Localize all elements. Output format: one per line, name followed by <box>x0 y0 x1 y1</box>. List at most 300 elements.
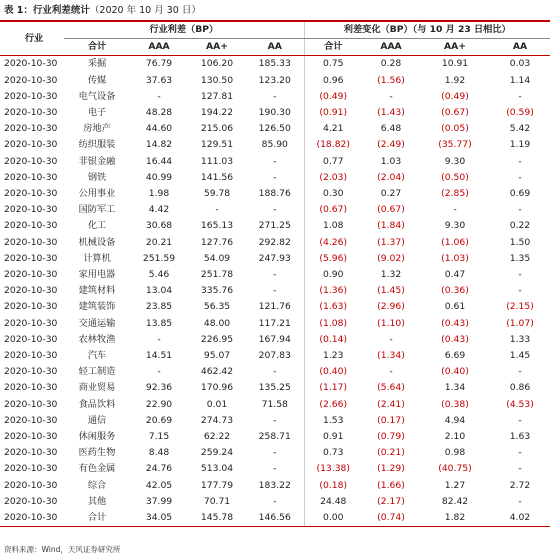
change-total-cell: 1.03 <box>380 155 402 167</box>
spread-total-cell: - <box>157 333 161 345</box>
spread-aaa-cell: 335.76 <box>200 285 234 297</box>
change-aaplus-cell: 1.50 <box>509 236 531 248</box>
change-aaa-cell: (0.49) <box>441 90 469 102</box>
table-row <box>0 56 550 73</box>
table-row <box>0 154 550 170</box>
spread-aaa-cell: 274.73 <box>200 414 234 426</box>
change-aaa-cell: 1.34 <box>444 382 466 394</box>
change-aaa-cell: 9.30 <box>444 220 466 232</box>
spread-total-cell: 44.60 <box>145 123 173 135</box>
change-aaplus-cell: - <box>518 90 522 102</box>
table-row <box>0 218 550 234</box>
change-total-cell: (1.66) <box>377 479 405 491</box>
spread-aa-cell: 0.91 <box>304 429 362 445</box>
industry-cell: 合计 <box>64 510 130 527</box>
date-cell: 2020-10-30 <box>4 414 58 426</box>
change-total-cell: (0.74) <box>362 510 420 527</box>
spread-aaplus-cell: - <box>273 285 277 297</box>
date-cell: 2020-10-30 <box>4 463 58 475</box>
change-total-cell: (2.04) <box>377 171 405 183</box>
spread-aaa-cell: 215.06 <box>200 123 234 135</box>
date-cell: 2020-10-30 <box>4 220 58 232</box>
spread-aa-cell: (0.91) <box>304 105 362 121</box>
spread-aa-cell: (4.26) <box>304 235 362 251</box>
spread-aa-cell: 0.77 <box>304 154 362 170</box>
change-aaplus-cell: - <box>518 447 522 459</box>
change-aaa-cell: 4.94 <box>444 414 466 426</box>
spread-aaplus-cell: 121.76 <box>258 301 291 313</box>
spread-total-cell: 48.28 <box>145 107 173 119</box>
spread-aa-cell: 1.08 <box>304 218 362 234</box>
col-header-total: 合计 <box>64 39 130 56</box>
spread-aa-cell: 1.23 <box>304 348 362 364</box>
spread-aaa-cell: 62.22 <box>203 431 231 443</box>
date-cell: 2020-10-30 <box>4 431 58 443</box>
change-aaplus-cell: - <box>518 155 522 167</box>
spread-aa-cell: 24.48 <box>304 494 362 510</box>
spread-aa-cell: 0.00 <box>304 510 362 527</box>
change-aaplus-cell: - <box>518 204 522 216</box>
change-total-cell: - <box>389 333 393 345</box>
spread-total-cell: - <box>157 366 161 378</box>
change-aaplus-cell: - <box>518 495 522 507</box>
change-aaa-cell: 0.47 <box>444 269 466 281</box>
change-aaplus-cell: 1.45 <box>509 350 531 362</box>
spread-total-cell: 251.59 <box>142 252 176 264</box>
col-header-aaplus: AA+ <box>188 39 246 56</box>
industry-cell: 机械设备 <box>78 236 116 248</box>
spread-total-cell: 23.85 <box>145 301 173 313</box>
date-cell: 2020-10-30 <box>0 510 64 527</box>
table-row <box>0 121 550 137</box>
spread-group-header: 行业利差（BP） <box>64 22 304 39</box>
change-total-cell: (0.17) <box>377 414 405 426</box>
change-aaa-cell: 10.91 <box>441 58 469 70</box>
industry-spread-table <box>0 22 550 527</box>
spread-aaa-cell: - <box>215 204 219 216</box>
spread-aaplus-cell: 146.56 <box>246 510 304 527</box>
spread-total-cell: 40.99 <box>145 171 173 183</box>
change-aaa-cell: (0.40) <box>441 366 469 378</box>
spread-aaplus-cell: 183.22 <box>258 479 291 491</box>
spread-total-cell: 7.15 <box>148 431 170 443</box>
change-total-cell: (1.29) <box>377 463 405 475</box>
industry-cell: 化工 <box>87 220 107 232</box>
spread-aaplus-cell: - <box>273 269 277 281</box>
change-total-cell: 6.48 <box>380 123 402 135</box>
industry-cell: 汽车 <box>87 350 107 362</box>
change-aaa-cell: 1.82 <box>420 510 490 527</box>
change-aaa-cell: 9.30 <box>444 155 466 167</box>
change-aaplus-cell: 5.42 <box>509 123 531 135</box>
industry-cell: 医药生物 <box>78 447 116 459</box>
industry-cell: 房地产 <box>83 123 111 135</box>
spread-aaplus-cell: 126.50 <box>258 123 291 135</box>
spread-aaa-cell: 127.81 <box>200 90 234 102</box>
change-aaplus-cell: (4.53) <box>506 398 534 410</box>
spread-aa-cell: (0.49) <box>304 89 362 105</box>
change-total-cell: (0.67) <box>377 204 405 216</box>
industry-cell: 通信 <box>87 414 107 426</box>
spread-aaplus-cell: 185.33 <box>258 58 291 70</box>
col-header-change-aaplus: AA+ <box>420 39 490 56</box>
spread-aaa-cell: 48.00 <box>203 317 231 329</box>
change-total-cell: (2.41) <box>377 398 405 410</box>
industry-cell: 传媒 <box>87 74 107 86</box>
date-cell: 2020-10-30 <box>4 447 58 459</box>
spread-aa-cell: 0.73 <box>304 445 362 461</box>
change-total-cell: (9.02) <box>377 252 405 264</box>
spread-aaplus-cell: 71.58 <box>261 398 288 410</box>
change-total-cell: (2.17) <box>377 495 405 507</box>
change-aaplus-cell: 4.02 <box>490 510 550 527</box>
spread-aa-cell: 4.21 <box>304 121 362 137</box>
change-aaplus-cell: - <box>518 414 522 426</box>
table-row <box>0 202 550 218</box>
spread-aaplus-cell: - <box>273 204 277 216</box>
table-row <box>0 137 550 153</box>
table-row <box>0 380 550 396</box>
col-header-change-total: 合计 <box>304 39 362 56</box>
spread-total-cell: 16.44 <box>145 155 173 167</box>
spread-total-cell: 20.69 <box>145 414 173 426</box>
header-row-groups <box>0 22 550 39</box>
col-header-aa: AA <box>246 39 304 56</box>
industry-cell: 食品饮料 <box>78 398 116 410</box>
spread-aaplus-cell: 117.21 <box>258 317 291 329</box>
col-header-change-aa: AA <box>490 39 550 56</box>
spread-aaplus-cell: - <box>273 447 277 459</box>
table-row <box>0 170 550 186</box>
industry-cell: 纺织服装 <box>78 139 116 151</box>
spread-aaa-cell: 177.79 <box>200 479 234 491</box>
change-aaplus-cell: (0.59) <box>506 107 534 119</box>
industry-header: 行业 <box>0 22 64 56</box>
change-aaplus-cell: 1.63 <box>509 431 531 443</box>
date-cell: 2020-10-30 <box>4 139 58 151</box>
change-total-cell: (0.21) <box>377 447 405 459</box>
spread-aaplus-cell: 190.30 <box>258 107 291 119</box>
spread-aaplus-cell: - <box>273 463 277 475</box>
change-aaa-cell: (0.36) <box>441 285 469 297</box>
change-aaplus-cell: 1.35 <box>509 252 531 264</box>
spread-aaplus-cell: - <box>273 90 277 102</box>
change-aaa-cell: (0.43) <box>441 317 469 329</box>
spread-aa-cell: (1.17) <box>304 380 362 396</box>
spread-aaa-cell: 165.13 <box>200 220 234 232</box>
spread-total-cell: 34.05 <box>130 510 188 527</box>
industry-cell: 家用电器 <box>78 269 116 281</box>
spread-aa-cell: (0.18) <box>304 478 362 494</box>
table-row <box>0 89 550 105</box>
table-row <box>0 445 550 461</box>
spread-aaplus-cell: 123.20 <box>258 74 291 86</box>
table-title <box>4 3 201 19</box>
industry-cell: 钢铁 <box>87 171 107 183</box>
spread-aaa-cell: 106.20 <box>200 58 234 70</box>
date-cell: 2020-10-30 <box>4 333 58 345</box>
date-cell: 2020-10-30 <box>4 236 58 248</box>
spread-aaplus-cell: 188.76 <box>258 188 291 200</box>
spread-total-cell: 22.90 <box>145 398 173 410</box>
change-aaplus-cell: - <box>518 463 522 475</box>
spread-aaplus-cell: - <box>273 171 277 183</box>
change-total-cell: (1.56) <box>377 74 405 86</box>
change-aaplus-cell: 1.14 <box>509 74 531 86</box>
table-row <box>0 332 550 348</box>
spread-aaplus-cell: 85.90 <box>261 139 288 151</box>
table-body <box>0 56 550 527</box>
table-row <box>0 461 550 477</box>
change-aaa-cell: (0.50) <box>441 171 469 183</box>
industry-cell: 公用事业 <box>78 188 116 200</box>
change-aaa-cell: (0.43) <box>441 333 469 345</box>
date-cell: 2020-10-30 <box>4 204 58 216</box>
spread-total-cell: 37.63 <box>145 74 173 86</box>
date-cell: 2020-10-30 <box>4 171 58 183</box>
spread-total-cell: 13.04 <box>145 285 173 297</box>
spread-aa-cell: (5.96) <box>304 251 362 267</box>
change-aaa-cell: 0.61 <box>444 301 466 313</box>
spread-total-cell: 4.42 <box>148 204 170 216</box>
table-row <box>0 73 550 89</box>
spread-aa-cell: 0.96 <box>304 73 362 89</box>
industry-cell: 综合 <box>87 479 107 491</box>
change-aaplus-cell: - <box>518 285 522 297</box>
change-total-cell: (1.45) <box>377 285 405 297</box>
change-aaplus-cell: - <box>518 366 522 378</box>
change-group-header: 利差变化（BP）（与 10 月 23 日相比） <box>304 22 550 39</box>
date-cell: 2020-10-30 <box>4 495 58 507</box>
spread-aaa-cell: 226.95 <box>200 333 234 345</box>
date-cell: 2020-10-30 <box>4 317 58 329</box>
date-cell: 2020-10-30 <box>4 107 58 119</box>
industry-cell: 其他 <box>87 495 107 507</box>
table-row <box>0 316 550 332</box>
change-total-cell: (1.34) <box>377 350 405 362</box>
spread-aaplus-cell: 292.82 <box>258 236 291 248</box>
change-aaplus-cell: (1.07) <box>506 317 534 329</box>
spread-aa-cell: 0.90 <box>304 267 362 283</box>
change-total-cell: (1.43) <box>377 107 405 119</box>
change-aaplus-cell: 1.33 <box>509 333 531 345</box>
change-aaplus-cell: 0.22 <box>509 220 531 232</box>
industry-cell: 电子 <box>87 107 107 119</box>
table-title-label: 表 1：行业利差统计 <box>4 5 90 16</box>
spread-aa-cell: (0.67) <box>304 202 362 218</box>
table-row <box>0 348 550 364</box>
spread-aa-cell: (18.82) <box>304 137 362 153</box>
spread-aaplus-cell: 135.25 <box>258 382 291 394</box>
date-cell: 2020-10-30 <box>4 188 58 200</box>
change-aaa-cell: (40.75) <box>438 463 472 475</box>
date-cell: 2020-10-30 <box>4 123 58 135</box>
change-aaa-cell: 6.69 <box>444 350 466 362</box>
change-aaa-cell: 0.98 <box>444 447 466 459</box>
change-total-cell: - <box>389 90 393 102</box>
table-row <box>0 478 550 494</box>
industry-cell: 电气设备 <box>78 90 116 102</box>
date-cell: 2020-10-30 <box>4 398 58 410</box>
industry-cell: 非银金融 <box>78 155 116 167</box>
date-cell: 2020-10-30 <box>4 382 58 394</box>
spread-aaa-cell: 95.07 <box>203 350 231 362</box>
date-cell: 2020-10-30 <box>4 269 58 281</box>
source-note: 资料来源：Wind，天风证券研究所 <box>4 545 121 554</box>
spread-aaa-cell: 170.96 <box>200 382 234 394</box>
table-row <box>0 413 550 429</box>
spread-total-cell: 20.21 <box>145 236 173 248</box>
industry-cell: 交通运输 <box>78 317 116 329</box>
change-total-cell: 0.27 <box>380 188 402 200</box>
spread-total-cell: 14.51 <box>145 350 173 362</box>
spread-aaplus-cell: 167.94 <box>258 333 291 345</box>
table-row <box>0 186 550 202</box>
spread-aa-cell: (1.36) <box>304 283 362 299</box>
spread-aaplus-cell: 258.71 <box>258 431 291 443</box>
change-aaa-cell: 1.92 <box>444 74 466 86</box>
table-row <box>0 105 550 121</box>
spread-total-cell: - <box>157 90 161 102</box>
spread-aaplus-cell: 247.93 <box>258 252 291 264</box>
spread-aaa-cell: 59.78 <box>203 188 231 200</box>
spread-total-cell: 42.05 <box>145 479 173 491</box>
spread-aaplus-cell: - <box>273 495 277 507</box>
table-row <box>0 510 550 527</box>
change-total-cell: (1.10) <box>377 317 405 329</box>
change-aaplus-cell: 2.72 <box>509 479 531 491</box>
spread-aaa-cell: 141.56 <box>200 171 234 183</box>
change-total-cell: (0.79) <box>377 431 405 443</box>
spread-total-cell: 30.68 <box>145 220 173 232</box>
spread-total-cell: 92.36 <box>145 382 173 394</box>
industry-cell: 休闲服务 <box>78 431 116 443</box>
date-cell: 2020-10-30 <box>4 479 58 491</box>
change-aaa-cell: 82.42 <box>441 495 469 507</box>
spread-total-cell: 8.48 <box>148 447 170 459</box>
date-cell: 2020-10-30 <box>4 74 58 86</box>
spread-total-cell: 76.79 <box>145 58 173 70</box>
spread-aaplus-cell: 207.83 <box>258 350 291 362</box>
date-cell: 2020-10-30 <box>4 58 58 70</box>
industry-cell: 农林牧渔 <box>78 333 116 345</box>
industry-cell: 有色金属 <box>78 463 116 475</box>
change-aaplus-cell: 0.86 <box>509 382 531 394</box>
spread-aaplus-cell: - <box>273 155 277 167</box>
change-total-cell: (2.49) <box>377 139 405 151</box>
spread-aaa-cell: 70.71 <box>203 495 231 507</box>
change-aaa-cell: 2.10 <box>444 431 466 443</box>
change-aaplus-cell: 0.03 <box>509 58 531 70</box>
spread-aaa-cell: 127.76 <box>200 236 234 248</box>
change-aaa-cell: (0.38) <box>441 398 469 410</box>
spread-aaa-cell: 130.50 <box>200 74 234 86</box>
spread-aa-cell: (0.14) <box>304 332 362 348</box>
spread-aaa-cell: 129.51 <box>200 139 234 151</box>
change-aaa-cell: (1.03) <box>441 252 469 264</box>
spread-aa-cell: 1.53 <box>304 413 362 429</box>
change-aaplus-cell: 1.19 <box>509 139 531 151</box>
industry-cell: 轻工制造 <box>78 366 116 378</box>
spread-aaa-cell: 56.35 <box>203 301 231 313</box>
spread-total-cell: 37.99 <box>145 495 173 507</box>
col-header-aaa: AAA <box>130 39 188 56</box>
table-row <box>0 299 550 315</box>
spread-aaplus-cell: - <box>273 414 277 426</box>
spread-aaa-cell: 54.09 <box>203 252 231 264</box>
spread-aaa-cell: 0.01 <box>206 398 228 410</box>
spread-aa-cell: (1.08) <box>304 316 362 332</box>
change-total-cell: (5.64) <box>377 382 405 394</box>
change-total-cell: (2.96) <box>377 301 405 313</box>
spread-aaa-cell: 194.22 <box>200 107 234 119</box>
spread-aa-cell: 0.75 <box>304 56 362 73</box>
change-aaplus-cell: 0.69 <box>509 188 531 200</box>
change-aaa-cell: - <box>453 204 457 216</box>
spread-aaplus-cell: - <box>273 366 277 378</box>
change-aaplus-cell: (2.15) <box>506 301 534 313</box>
change-total-cell: - <box>389 366 393 378</box>
table-row <box>0 494 550 510</box>
table-row <box>0 251 550 267</box>
industry-cell: 建筑材料 <box>78 285 116 297</box>
table-row <box>0 429 550 445</box>
industry-cell: 建筑装饰 <box>78 301 116 313</box>
spread-aaa-cell: 145.78 <box>188 510 246 527</box>
table-row <box>0 235 550 251</box>
change-aaplus-cell: - <box>518 269 522 281</box>
spread-aaa-cell: 259.24 <box>200 447 234 459</box>
date-cell: 2020-10-30 <box>4 90 58 102</box>
spread-aaplus-cell: 271.25 <box>258 220 291 232</box>
spread-aaa-cell: 251.78 <box>200 269 234 281</box>
change-aaa-cell: (35.77) <box>438 139 472 151</box>
date-cell: 2020-10-30 <box>4 252 58 264</box>
spread-aa-cell: (13.38) <box>304 461 362 477</box>
date-cell: 2020-10-30 <box>4 366 58 378</box>
change-aaa-cell: (0.67) <box>441 107 469 119</box>
header-row-columns <box>0 39 550 56</box>
change-aaplus-cell: - <box>518 171 522 183</box>
spread-total-cell: 1.98 <box>148 188 170 200</box>
spread-aaa-cell: 462.42 <box>200 366 234 378</box>
table-row <box>0 397 550 413</box>
change-total-cell: 0.28 <box>380 58 402 70</box>
spread-aa-cell: (2.66) <box>304 397 362 413</box>
industry-cell: 国防军工 <box>78 204 116 216</box>
change-aaa-cell: 1.27 <box>444 479 466 491</box>
date-cell: 2020-10-30 <box>4 301 58 313</box>
change-aaa-cell: (0.05) <box>441 123 469 135</box>
spread-aa-cell: (1.63) <box>304 299 362 315</box>
table-row <box>0 267 550 283</box>
spread-total-cell: 5.46 <box>148 269 170 281</box>
industry-cell: 商业贸易 <box>78 382 116 394</box>
date-cell: 2020-10-30 <box>4 285 58 297</box>
spread-total-cell: 13.85 <box>145 317 173 329</box>
change-total-cell: 1.32 <box>380 269 402 281</box>
spread-aa-cell: (0.40) <box>304 364 362 380</box>
spread-aaa-cell: 111.03 <box>200 155 234 167</box>
spread-aaa-cell: 513.04 <box>200 463 234 475</box>
date-cell: 2020-10-30 <box>4 155 58 167</box>
change-aaa-cell: (1.06) <box>441 236 469 248</box>
spread-aa-cell: 0.30 <box>304 186 362 202</box>
change-aaa-cell: (2.85) <box>441 188 469 200</box>
col-header-change-aaa: AAA <box>362 39 420 56</box>
change-total-cell: (1.84) <box>377 220 405 232</box>
industry-cell: 计算机 <box>83 252 111 264</box>
